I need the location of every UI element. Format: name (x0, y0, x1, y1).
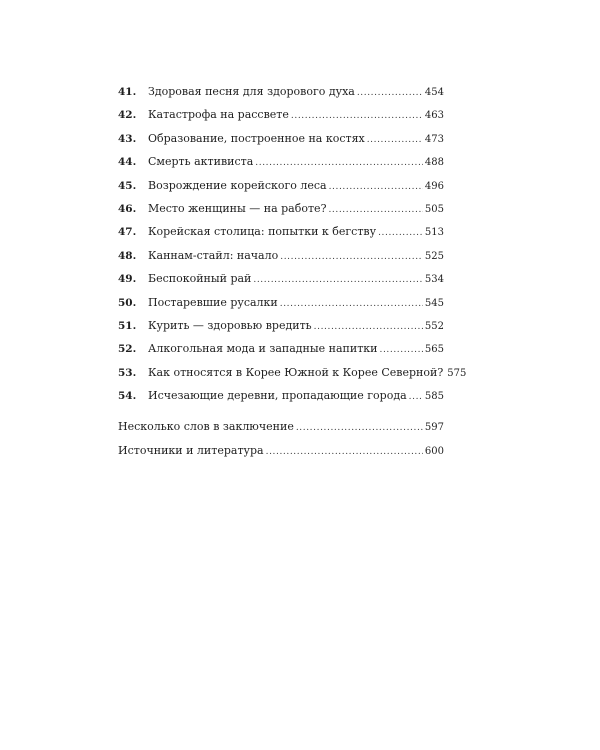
dot-leader (314, 316, 423, 339)
dot-leader (328, 199, 422, 222)
section-gap (118, 407, 444, 415)
chapter-title: Каннам-стайл: начало (148, 248, 279, 262)
dot-leader (280, 246, 423, 269)
chapter-number: 42. (118, 109, 137, 122)
page-number: 513 (424, 227, 444, 239)
chapter-title: Беспокойный рай (148, 272, 252, 286)
toc-entry (118, 291, 444, 314)
chapter-title: Место женщины — на работе? (148, 201, 327, 215)
table-of-contents (118, 80, 467, 462)
chapter-title: Смерть активиста (148, 155, 254, 169)
page-number: 600 (424, 445, 444, 457)
dot-leader (280, 293, 423, 316)
dot-leader (380, 339, 423, 362)
page-number: 473 (424, 133, 444, 145)
toc-extra-entry (118, 439, 444, 462)
chapter-title: Катастрофа на рассвете (148, 108, 289, 122)
toc-entry (118, 361, 467, 384)
chapter-title: Как относятся в Корее Южной к Корее Северной? (148, 365, 444, 379)
chapter-number: 41. (118, 86, 137, 98)
chapter-title: Постаревшие русалки (148, 295, 278, 309)
dot-leader (329, 176, 423, 199)
chapter-title: Возрождение корейского леса (148, 178, 327, 192)
dot-leader (255, 152, 423, 175)
page-number: 525 (424, 250, 444, 262)
page-number: 585 (424, 391, 444, 403)
toc-entry (118, 150, 444, 173)
chapter-number: 47. (118, 226, 137, 239)
chapter-title: Корейская столица: попытки к бегству (148, 225, 377, 239)
toc-entry (118, 127, 444, 150)
chapter-number: 45. (118, 179, 137, 192)
toc-entry (118, 244, 444, 267)
section-title: Источники и литература (118, 443, 264, 457)
toc-entry (118, 80, 444, 103)
page-number: 597 (424, 422, 444, 434)
chapter-title: Образование, построенное на костях (148, 131, 365, 145)
page-number: 565 (424, 344, 444, 356)
chapter-number: 49. (118, 273, 137, 286)
page-number: 552 (424, 320, 444, 332)
chapter-number: 44. (118, 156, 137, 169)
chapter-number: 51. (118, 319, 137, 332)
toc-extra-entry (118, 415, 444, 438)
dot-leader (367, 129, 423, 152)
page-number: 454 (424, 87, 444, 98)
page-number: 488 (424, 157, 444, 169)
section-title: Несколько слов в заключение (118, 420, 294, 434)
toc-entry (118, 337, 444, 360)
toc-entry (118, 174, 444, 197)
dot-leader (296, 417, 423, 440)
chapter-title: Курить — здоровью вредить (148, 318, 312, 332)
page-number: 575 (447, 367, 467, 379)
toc-entry (118, 103, 444, 126)
toc-entry (118, 267, 444, 290)
page-number: 496 (424, 180, 444, 192)
chapter-number: 52. (118, 343, 137, 356)
chapter-number: 43. (118, 132, 137, 145)
page-number: 534 (424, 274, 444, 286)
dot-leader (378, 222, 423, 245)
chapter-number: 48. (118, 249, 137, 262)
chapter-number: 53. (118, 366, 137, 379)
dot-leader (291, 105, 423, 128)
toc-entry (118, 384, 444, 407)
chapter-title: Исчезающие деревни, пропадающие города (148, 389, 407, 403)
chapter-title: Здоровая песня для здорового духа (148, 85, 355, 98)
chapter-number: 54. (118, 390, 137, 403)
dot-leader (266, 441, 423, 464)
chapter-title: Алкогольная мода и западные напитки (148, 342, 378, 356)
page-number: 545 (424, 297, 444, 309)
dot-leader (357, 82, 423, 105)
chapter-number: 46. (118, 202, 137, 215)
chapter-number: 50. (118, 296, 137, 309)
toc-entry (118, 197, 444, 220)
toc-entry (118, 314, 444, 337)
page-number: 505 (424, 203, 444, 215)
page-number: 463 (424, 110, 444, 122)
dot-leader (409, 386, 423, 409)
dot-leader (253, 269, 423, 292)
toc-entry (118, 220, 444, 243)
